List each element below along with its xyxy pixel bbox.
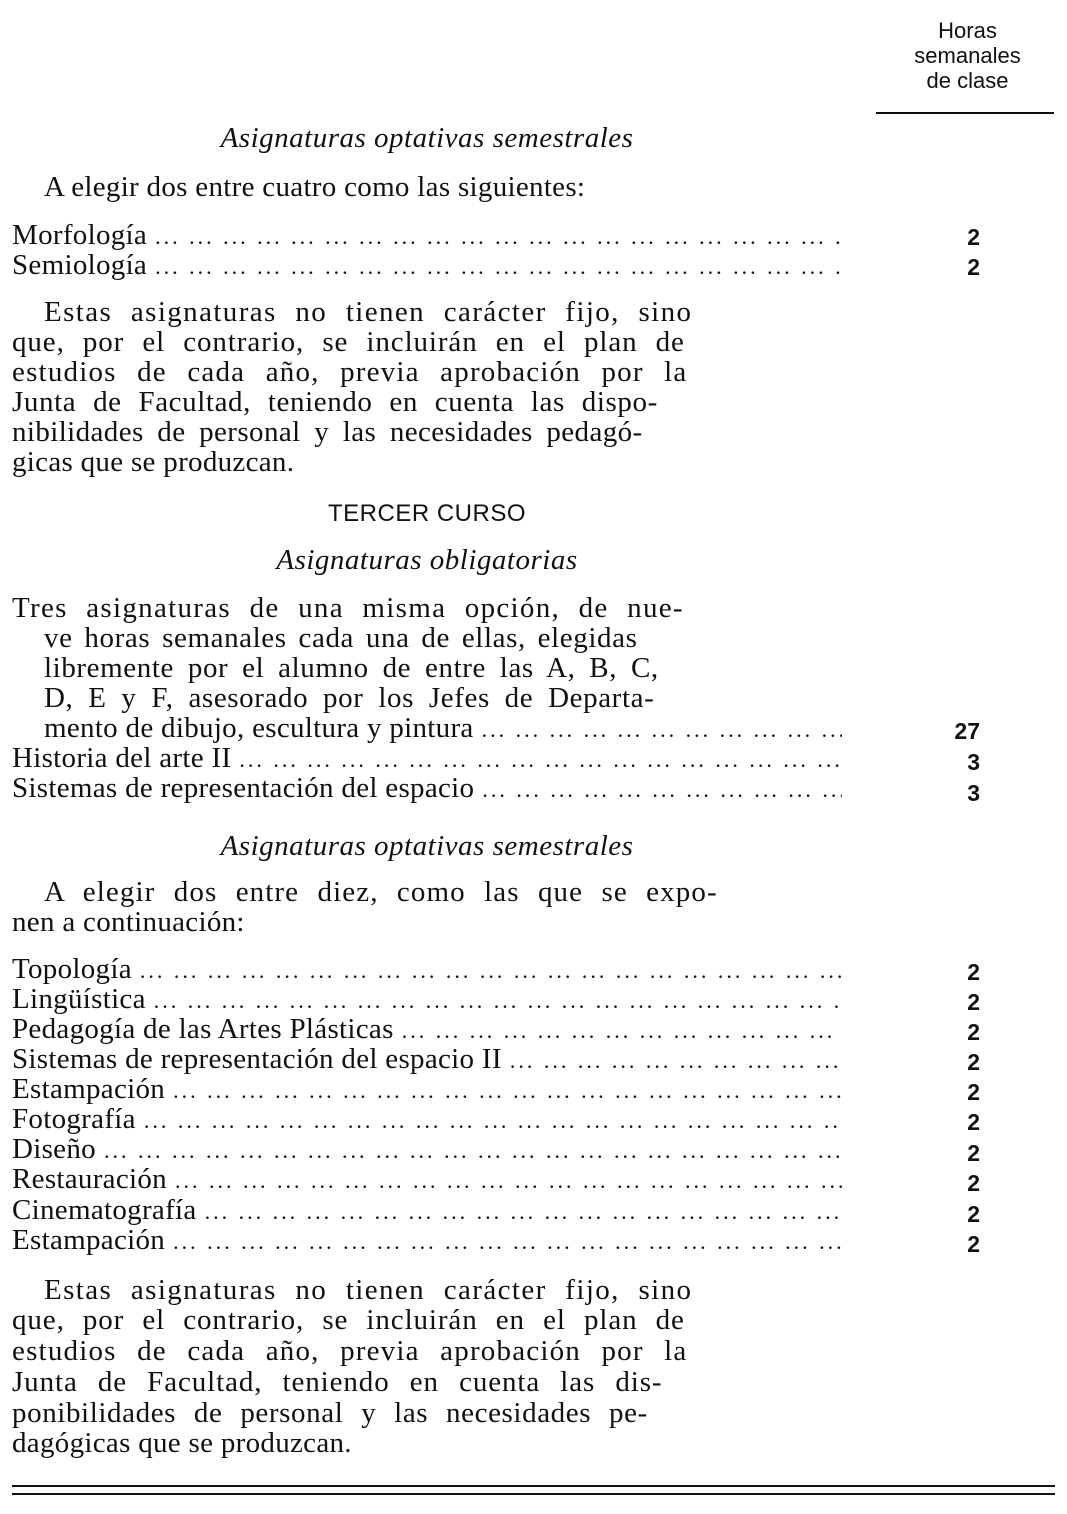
- note-line: ponibilidades de personal y las necesidades pe-: [12, 1397, 648, 1429]
- leader-dots: [154, 986, 842, 1014]
- subject-name: Pedagogía de las Artes Plásticas: [12, 1014, 394, 1044]
- subject-name: Lingüística: [12, 984, 146, 1014]
- subject-name: Fotografía: [12, 1104, 136, 1134]
- note-line: que, por el contrario, se incluirán en el plan de: [12, 1304, 685, 1336]
- subject-row-sistemas-ii: [12, 1044, 842, 1074]
- subject-hours: 2: [967, 1109, 980, 1135]
- note-line: nibilidades de personal y las necesidades pedagó-: [12, 416, 643, 448]
- subject-name: Historia del arte II: [12, 743, 232, 773]
- hours-header-rule: [876, 112, 1054, 114]
- hours-column-header: [880, 18, 1055, 93]
- desc-line: Tres asignaturas de una misma opción, de nue-: [12, 592, 684, 624]
- subject-row-morfologia: [12, 220, 842, 250]
- hours-header-line-2: semanales: [914, 43, 1021, 68]
- subject-hours: 3: [967, 749, 980, 775]
- leader-dots: [510, 1046, 842, 1074]
- subject-name: Topología: [12, 954, 132, 984]
- subject-hours: 2: [967, 224, 980, 250]
- subject-row-pedagogia: [12, 1014, 842, 1044]
- leader-dots: [239, 745, 842, 773]
- subject-row-semiologia: [12, 250, 842, 280]
- desc-line: D, E y F, asesorado por los Jefes de Departa-: [44, 682, 655, 714]
- leader-dots: [173, 1076, 842, 1104]
- course-title: TERCER CURSO: [327, 500, 526, 527]
- subject-hours: 2: [967, 254, 980, 280]
- desc-line: ve horas semanales cada una de ellas, elegidas: [44, 622, 638, 654]
- subject-row-sistemas-representacion: [12, 773, 842, 803]
- section1-intro: A elegir dos entre cuatro como las siguientes:: [44, 171, 586, 203]
- bottom-rule-lower: [12, 1493, 1055, 1495]
- subject-hours: 2: [967, 1079, 980, 1105]
- leader-dots: [104, 1136, 842, 1164]
- subject-hours: 2: [967, 1019, 980, 1045]
- subject-name: Sistemas de representación del espacio: [12, 773, 475, 803]
- note-line: dagógicas que se produzcan.: [12, 1427, 352, 1459]
- subject-row-cinematografia: [12, 1195, 842, 1225]
- note-line: Estas asignaturas no tienen carácter fijo, sino: [44, 296, 693, 328]
- section2-title: Asignaturas obligatorias: [276, 544, 578, 576]
- subject-row-diseno: [12, 1134, 842, 1164]
- leader-dots: [175, 1166, 842, 1194]
- leader-dots: [144, 1106, 842, 1134]
- leader-dots: [482, 775, 842, 803]
- subject-hours: 27: [954, 718, 980, 744]
- subject-hours: 3: [967, 780, 980, 806]
- leader-dots: [173, 1227, 842, 1255]
- leader-dots: [140, 956, 842, 984]
- intro-line: A elegir dos entre diez, como las que se expo-: [44, 876, 718, 908]
- subject-name: Sistemas de representación del espacio II: [12, 1044, 502, 1074]
- subject-hours: 2: [967, 989, 980, 1015]
- subject-hours: 2: [967, 1049, 980, 1075]
- leader-dots: [205, 1197, 842, 1225]
- subject-hours: 2: [967, 1231, 980, 1257]
- leader-dots: [482, 715, 842, 743]
- note-line: gicas que se produzcan.: [12, 446, 295, 478]
- subject-row-historia-arte: [12, 743, 842, 773]
- subject-hours: 2: [967, 1170, 980, 1196]
- section1-title: Asignaturas optativas semestrales: [220, 122, 634, 154]
- bottom-rule-upper: [12, 1485, 1055, 1487]
- section3-title: Asignaturas optativas semestrales: [220, 830, 634, 862]
- subject-name: Restauración: [12, 1164, 167, 1194]
- leader-dots: [155, 222, 842, 250]
- subject-name: Semiología: [12, 250, 148, 280]
- subject-name: Estampación: [12, 1225, 166, 1255]
- subject-row-linguistica: [12, 984, 842, 1014]
- subject-hours: 2: [967, 1140, 980, 1166]
- subject-hours: 2: [967, 959, 980, 985]
- subject-row-topologia: [12, 954, 842, 984]
- note-line: Estas asignaturas no tienen carácter fijo, sino: [44, 1274, 693, 1306]
- note-line: Junta de Facultad, teniendo en cuenta las dis-: [12, 1366, 663, 1398]
- hours-header-line-3: de clase: [926, 68, 1009, 93]
- leader-dots: [155, 252, 842, 280]
- subject-name: Cinematografía: [12, 1195, 197, 1225]
- desc-line: libremente por el alumno de entre las A, B, C,: [44, 652, 659, 684]
- hours-header-line-1: Horas: [938, 18, 997, 43]
- subject-row-estampacion-2: [12, 1225, 842, 1255]
- subject-name: Estampación: [12, 1074, 166, 1104]
- subject-row-estampacion: [12, 1074, 842, 1104]
- subject-name: Diseño: [12, 1134, 96, 1164]
- subject-row-restauracion: [12, 1164, 842, 1194]
- subject-name: mento de dibujo, escultura y pintura: [44, 713, 474, 743]
- subject-row-opciones: [12, 713, 842, 743]
- intro-line: nen a continuación:: [12, 906, 245, 938]
- leader-dots: [402, 1016, 842, 1044]
- subject-hours: 2: [967, 1201, 980, 1227]
- note-line: estudios de cada año, previa aprobación por la: [12, 356, 688, 388]
- note-line: estudios de cada año, previa aprobación por la: [12, 1335, 688, 1367]
- subject-row-fotografia: [12, 1104, 842, 1134]
- subject-name: Morfología: [12, 220, 148, 250]
- note-line: que, por el contrario, se incluirán en el plan de: [12, 326, 685, 358]
- note-line: Junta de Facultad, teniendo en cuenta las dispo-: [12, 386, 658, 418]
